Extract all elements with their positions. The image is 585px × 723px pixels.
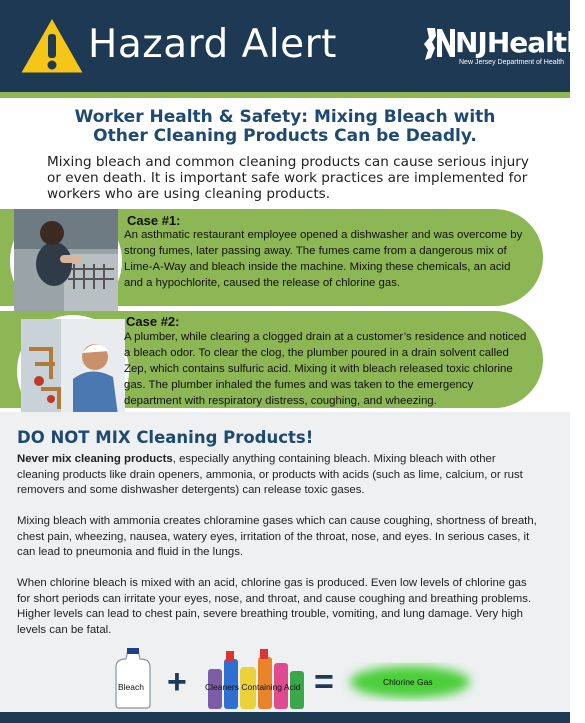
warning-triangle-icon [16,12,88,78]
header-accent-rule [0,92,570,98]
do-not-mix-paragraph-1 [17,452,537,499]
paragraph-1-rest: , especially anything containing bleach. Mixing bleach with other cleaning products like drain openers, ammonia, or products with acids (such as lime, calcium, or rust removers and some dishwasher detergents) can release toxic gases. [17,453,523,496]
case-2-heading: Case #2: [126,314,180,329]
cleaners-label: Cleaners Containing Acid [205,682,301,692]
case-1-text: An asthmatic restaurant employee opened a dishwasher and was overcome by strong fumes, later passing away. The fumes came from a dangerous mix of Lime-A-Way and bleach inside the machine. Mixing these chemicals, an acid and a hypochlorite, caused the release of chlorine gas. [124,229,523,289]
headline-line-2: Other Cleaning Products Can be Deadly. [93,126,477,146]
never-mix-emphasis: Never mix cleaning products [17,453,173,465]
nj-health-logo [419,26,585,70]
do-not-mix-paragraph-2: Mixing bleach with ammonia creates chloramine gases which can cause coughing, shortness of breath, chest pain, wheezing, nausea, watery eyes, irritation of the throat, nose, and eyes. In serious cases, it can lead to pneumonia and fluid in the lungs. [17,515,537,558]
case-2-photo [17,315,129,427]
new-jersey-state-icon [419,26,459,62]
case-1-heading: Case #1: [127,213,181,228]
case-1-photo [10,205,122,317]
page-title: Hazard Alert [88,22,337,67]
plumber-image [21,319,125,423]
dishwasher-worker-image [14,209,118,313]
intro-paragraph: Mixing bleach and common cleaning products can cause serious injury or even death. It is important safe work practices are implemented for workers who are using cleaning products. [47,154,529,202]
bleach-label: Bleach [118,682,144,692]
logo-wordmark: NJHealth [455,26,585,59]
mixing-equation [0,645,570,715]
do-not-mix-paragraph-3: When chlorine bleach is mixed with an acid, chlorine gas is produced. Even low levels of chlorine gas for short periods can irritate your eyes, nose, and throat, and cause coughing and breathing problems. Higher levels can lead to chest pain, severe breathing trouble, vomiting, and lung damage. Very high levels can be fatal. [17,577,532,636]
logo-subtitle: New Jersey Department of Health [459,59,565,66]
bleach-bottle-icon [110,647,156,709]
equals-sign: = [314,663,334,701]
acid-cleaners-icon [204,649,308,711]
chlorine-gas-label: Chlorine Gas [383,677,433,687]
footer-bar [0,712,570,723]
plus-sign: + [167,663,187,701]
headline [40,108,530,146]
do-not-mix-heading: DO NOT MIX Cleaning Products! [17,428,314,447]
header-banner [0,0,585,92]
case-2-text: A plumber, while clearing a clogged drain at a customer’s residence and noticed a bleach odor. To clear the clog, the plumber poured in a drain solvent called Zep, which contains sulfuric acid. Mixing it with bleach released toxic chlorine gas. The plumber inhaled the fumes and was taken to the emergency department with respiratory distress, coughing, and wheezing. [124,331,527,407]
headline-line-1: Worker Health & Safety: Mixing Bleach with [74,107,496,127]
